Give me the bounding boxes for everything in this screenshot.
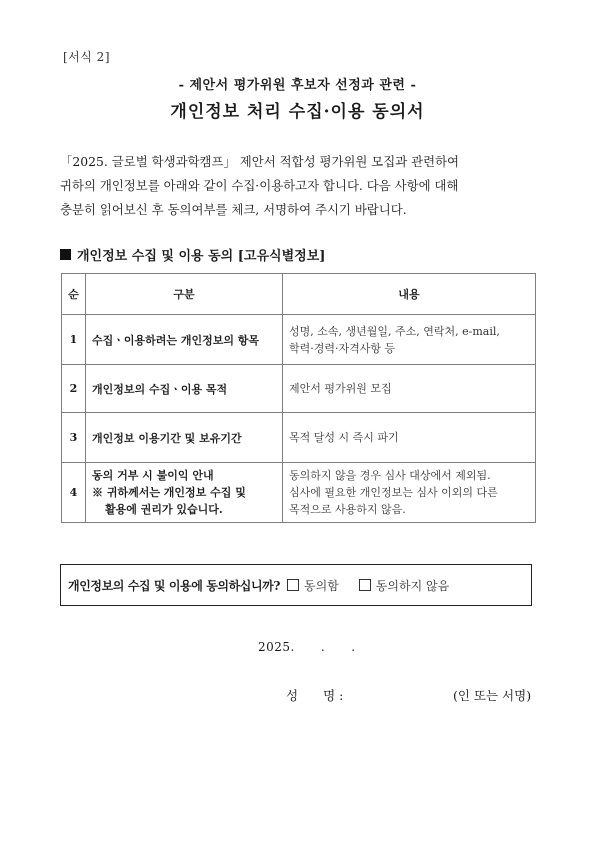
- form-number: [서식 2]: [63, 50, 110, 64]
- header-num: 순: [62, 274, 86, 315]
- details-line: 성명, 소속, 생년월일, 주소, 연락처, e-mail,: [289, 324, 500, 338]
- row-category: [86, 463, 283, 523]
- header-details: 내용: [283, 274, 536, 315]
- category-line: 동의 거부 시 불이익 안내: [92, 469, 214, 482]
- intro-line: 귀하의 개인정보를 아래와 같이 수집·이용하고자 합니다. 다음 사항에 대해: [60, 178, 459, 193]
- intro-line: 「2025. 글로벌 학생과학캠프」 제안서 적합성 평가위원 모집과 관련하여: [60, 154, 460, 169]
- row-details: [283, 463, 536, 523]
- agree-label[interactable]: 동의함: [304, 578, 339, 593]
- table-row: [62, 365, 536, 413]
- black-square-icon: [60, 249, 71, 260]
- consent-question: 개인정보의 수집 및 이용에 동의하십니까?: [68, 578, 281, 593]
- document-subtitle: - 제안서 평가위원 후보자 선정과 관련 -: [178, 78, 417, 93]
- row-num: 4: [62, 463, 86, 523]
- intro-paragraph: [60, 150, 540, 222]
- consent-info-table: [61, 273, 536, 523]
- document-title: 개인정보 처리 수집·이용 동의서: [170, 102, 425, 122]
- row-details: [283, 315, 536, 365]
- disagree-checkbox[interactable]: [359, 579, 371, 591]
- row-num: 3: [62, 413, 86, 463]
- row-category: 수집ㆍ이용하려는 개인정보의 항목: [86, 315, 283, 365]
- row-num: 1: [62, 315, 86, 365]
- date-day: .: [351, 640, 356, 654]
- details-line: 동의하지 않을 경우 심사 대상에서 제외됨.: [289, 469, 491, 482]
- table-header-row: [62, 274, 536, 315]
- consent-box: [60, 564, 532, 606]
- disagree-label[interactable]: 동의하지 않음: [375, 578, 450, 593]
- date-year: 2025.: [258, 640, 295, 654]
- row-details: 목적 달성 시 즉시 파기: [283, 413, 536, 463]
- header-category: 구분: [86, 274, 283, 315]
- row-num: 2: [62, 365, 86, 413]
- category-line: ※ 귀하께서는 개인정보 수집 및: [92, 486, 246, 499]
- row-category: 개인정보의 수집ㆍ이용 목적: [86, 365, 283, 413]
- table-row: [62, 413, 536, 463]
- intro-line: 충분히 읽어보신 후 동의여부를 체크, 서명하여 주시기 바랍니다.: [60, 202, 407, 217]
- table-row: [62, 315, 536, 365]
- signing-date: [258, 640, 382, 654]
- section-heading: [60, 245, 325, 264]
- table-row: [62, 463, 536, 523]
- section-title: 개인정보 수집 및 이용 동의 [고유식별정보]: [77, 249, 326, 264]
- row-details: 제안서 평가위원 모집: [283, 365, 536, 413]
- details-line: 목적으로 사용하지 않음.: [289, 503, 406, 516]
- signature-note: (인 또는 서명): [453, 688, 532, 703]
- details-line: 심사에 필요한 개인정보는 심사 이외의 다른: [289, 486, 498, 499]
- date-month: .: [320, 640, 326, 654]
- row-category: 개인정보 이용기간 및 보유기간: [86, 413, 283, 463]
- signature-name-label: 성 명 :: [286, 688, 344, 703]
- agree-checkbox[interactable]: [287, 579, 299, 591]
- details-line: 학력·경력·자격사항 등: [289, 341, 396, 355]
- category-line: 활용에 권리가 있습니다.: [105, 503, 223, 516]
